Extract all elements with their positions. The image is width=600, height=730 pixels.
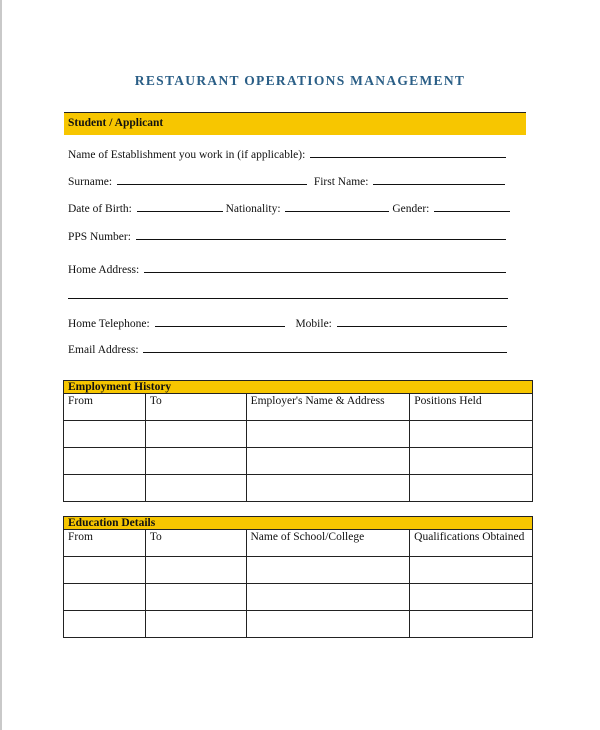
education-cell[interactable]: [145, 611, 246, 638]
page-edge: [0, 0, 2, 730]
education-cell[interactable]: [64, 584, 146, 611]
nationality-field[interactable]: [285, 201, 389, 212]
home-address-label: Home Address:: [68, 264, 140, 276]
employment-col-to: To: [145, 394, 246, 421]
applicant-section-header: [64, 112, 526, 135]
education-cell[interactable]: [410, 584, 533, 611]
home-address-field-line-2[interactable]: [68, 298, 508, 299]
education-cell[interactable]: [410, 557, 533, 584]
home-address-field[interactable]: [144, 262, 506, 273]
education-header-row: [64, 530, 533, 557]
establishment-row: [68, 147, 506, 161]
education-row: [64, 584, 533, 611]
pps-field[interactable]: [136, 229, 506, 240]
home-telephone-field[interactable]: [155, 316, 285, 327]
employment-cell[interactable]: [145, 448, 246, 475]
surname-field[interactable]: [117, 174, 307, 185]
employment-col-from: From: [64, 394, 146, 421]
employment-col-employer: Employer's Name & Address: [246, 394, 410, 421]
dob-label: Date of Birth:: [68, 203, 132, 215]
email-label: Email Address:: [68, 344, 139, 356]
education-cell[interactable]: [246, 611, 410, 638]
telephone-row: [68, 316, 507, 330]
education-row: [64, 611, 533, 638]
employment-cell[interactable]: [145, 475, 246, 502]
education-cell[interactable]: [410, 611, 533, 638]
mobile-field[interactable]: [337, 316, 507, 327]
first-name-field[interactable]: [373, 174, 505, 185]
education-cell[interactable]: [64, 611, 146, 638]
employment-cell[interactable]: [246, 475, 410, 502]
home-address-row: [68, 262, 506, 276]
employment-cell[interactable]: [410, 475, 533, 502]
education-row: [64, 557, 533, 584]
employment-cell[interactable]: [410, 448, 533, 475]
education-cell[interactable]: [145, 584, 246, 611]
mobile-label: Mobile:: [295, 318, 332, 330]
education-cell[interactable]: [246, 584, 410, 611]
education-col-qualifications: Qualifications Obtained: [410, 530, 533, 557]
education-section-title: Education Details: [64, 517, 533, 530]
employment-row: [64, 475, 533, 502]
pps-label: PPS Number:: [68, 231, 131, 243]
first-name-label: First Name:: [313, 176, 369, 188]
employment-cell[interactable]: [64, 421, 146, 448]
establishment-field[interactable]: [310, 147, 506, 158]
establishment-label: Name of Establishment you work in (if applicable):: [68, 149, 306, 161]
employment-header-row: [64, 394, 533, 421]
employment-cell[interactable]: [64, 448, 146, 475]
form-title: RESTAURANT OPERATIONS MANAGEMENT: [134, 73, 466, 88]
dob-row: [68, 201, 510, 215]
email-row: [68, 342, 507, 356]
surname-label: Surname:: [68, 176, 113, 188]
education-cell[interactable]: [246, 557, 410, 584]
employment-cell[interactable]: [145, 421, 246, 448]
pps-row: [68, 229, 506, 243]
employment-cell[interactable]: [410, 421, 533, 448]
home-telephone-label: Home Telephone:: [68, 318, 150, 330]
name-row: [68, 174, 505, 188]
gender-label: Gender:: [392, 203, 430, 215]
employment-cell[interactable]: [64, 475, 146, 502]
dob-field[interactable]: [137, 201, 223, 212]
gender-field[interactable]: [434, 201, 510, 212]
employment-section-title: Employment History: [64, 381, 533, 394]
email-field[interactable]: [143, 342, 507, 353]
employment-col-positions: Positions Held: [410, 394, 533, 421]
employment-cell[interactable]: [246, 421, 410, 448]
employment-row: [64, 448, 533, 475]
education-col-from: From: [64, 530, 146, 557]
education-details-table: [63, 516, 533, 638]
education-col-school: Name of School/College: [246, 530, 410, 557]
education-cell[interactable]: [64, 557, 146, 584]
employment-row: [64, 421, 533, 448]
applicant-section-title: Student / Applicant: [68, 117, 164, 129]
employment-cell[interactable]: [246, 448, 410, 475]
employment-history-table: [63, 380, 533, 502]
education-col-to: To: [145, 530, 246, 557]
nationality-label: Nationality:: [225, 203, 281, 215]
education-cell[interactable]: [145, 557, 246, 584]
